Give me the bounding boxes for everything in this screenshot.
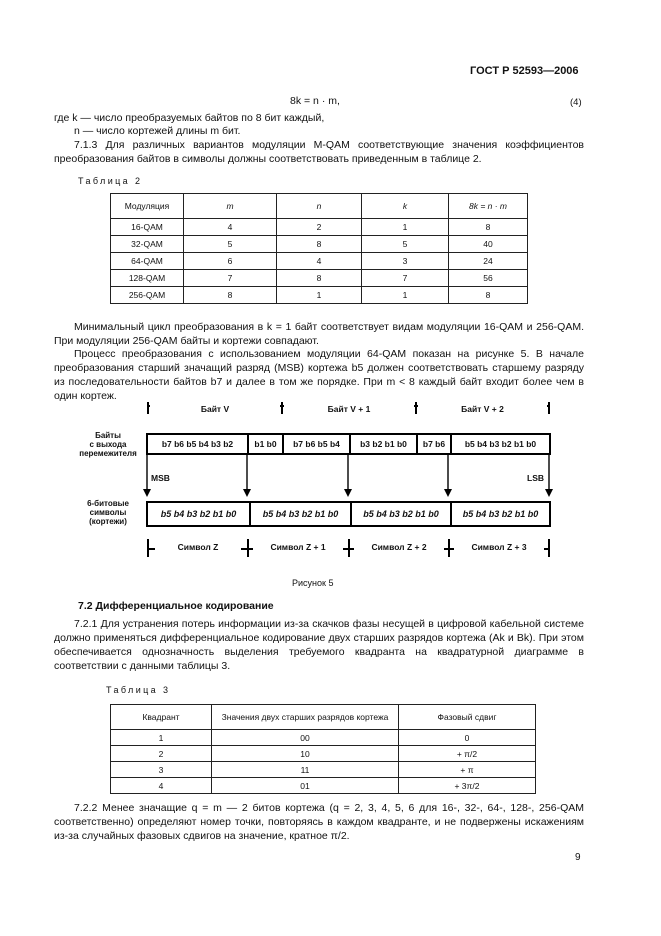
table2-cell: 3 — [362, 253, 449, 270]
table2-cell: 40 — [449, 236, 528, 253]
table2-cell: 5 — [362, 236, 449, 253]
table3-caption: Таблица 3 — [106, 685, 171, 695]
byte-seg: b7 b6 b5 b4 — [282, 435, 349, 453]
symbol-label-z3: Символ Z + 3 — [454, 542, 544, 552]
paragraph-7-2-2: 7.2.2 Менее значащие q = m — 2 битов кортежа (q = 2, 3, 4, 5, 6 для 16-, 32-, 64-, 128-, 256-QAM соответственно) определяют номер точки, повторяясь в каждом квадранте, и не подвержены искажениям из-за случайных фазовых сдвигов на значение, кратное π/2. — [54, 802, 584, 842]
table2-cell: 8 — [449, 287, 528, 304]
symbol-seg: b5 b4 b3 b2 b1 b0 — [450, 503, 549, 525]
byte-seg: b7 b6 — [416, 435, 450, 453]
table3-header-bits: Значения двух старших разрядов кортежа — [212, 705, 399, 730]
table2-cell: 8 — [449, 219, 528, 236]
paragraph-process: Процесс преобразования с использованием модуляции 64-QAM показан на рисунке 5. В начале преобразования старший значащий разряд (MSB) кортежа b5 должен соответствовать старшему разряду из последовательности байтов b7 и далее в том же порядке. При m < 8 каждый байт входит более чем в один кортеж. — [54, 348, 584, 402]
table2-header-n: n — [277, 194, 362, 219]
byte-label-v: Байт V — [150, 404, 280, 414]
table-3 — [110, 704, 536, 794]
table2-cell: 1 — [362, 219, 449, 236]
table2-cell: 56 — [449, 270, 528, 287]
paragraph-min-cycle: Минимальный цикл преобразования в k = 1 байт соответствует видам модуляции 16-QAM и 256-QAM. При модуляции 256-QAM байты и кортежи совпадают. — [54, 321, 584, 347]
table3-cell: 2 — [111, 746, 212, 762]
table3-cell: 4 — [111, 778, 212, 794]
symbol-seg: b5 b4 b3 b2 b1 b0 — [249, 503, 350, 525]
figure-caption: Рисунок 5 — [292, 578, 334, 588]
table2-cell: 7 — [362, 270, 449, 287]
byte-seg: b5 b4 b3 b2 b1 b0 — [450, 435, 549, 453]
table2-cell: 5 — [184, 236, 277, 253]
table3-cell: 0 — [399, 730, 536, 746]
symbol-label-z2: Символ Z + 2 — [354, 542, 444, 552]
where-n: n — число кортежей длины m бит. — [74, 125, 241, 137]
table2-header-m: m — [184, 194, 277, 219]
table2-cell: 32-QAM — [111, 236, 184, 253]
table2-header-k: k — [362, 194, 449, 219]
table-2 — [110, 193, 528, 304]
table3-header-phase: Фазовый сдвиг — [399, 705, 536, 730]
table2-row — [111, 219, 528, 236]
table3-cell: 11 — [212, 762, 399, 778]
byte-seg: b3 b2 b1 b0 — [349, 435, 416, 453]
msb-label: MSB — [151, 473, 170, 483]
symbol-seg: b5 b4 b3 b2 b1 b0 — [160, 509, 237, 519]
table3-cell: + π/2 — [399, 746, 536, 762]
page-number: 9 — [575, 852, 581, 863]
where-k: где k — число преобразуемых байтов по 8 бит каждый, — [54, 112, 325, 124]
label-bytes: Байты с выхода перемежителя — [79, 431, 137, 458]
table3-row — [111, 730, 536, 746]
bracket-tick — [548, 402, 550, 414]
table2-cell: 7 — [184, 270, 277, 287]
table3-row — [111, 778, 536, 794]
lsb-label: LSB — [527, 473, 544, 483]
symbol-label-z: Символ Z — [155, 542, 241, 552]
paragraph-7-1-3: 7.1.3 Для различных вариантов модуляции M-QAM соответствующие значения коэффициентов преобразования байтов в символы должны соответствовать приведенным в таблице 2. — [54, 139, 584, 165]
byte-label-v2: Байт V + 2 — [418, 404, 547, 414]
bracket-tick — [548, 539, 550, 557]
table2-cell: 8 — [184, 287, 277, 304]
table3-cell: + π — [399, 762, 536, 778]
table2-row — [111, 236, 528, 253]
table3-cell: 10 — [212, 746, 399, 762]
standard-header: ГОСТ Р 52593—2006 — [470, 65, 579, 77]
bracket-tick — [448, 539, 450, 557]
byte-seg: b7 b6 b5 b4 b3 b2 — [161, 439, 234, 449]
table2-cell: 4 — [277, 253, 362, 270]
byte-label-v1: Байт V + 1 — [284, 404, 414, 414]
symbol-bit-row — [146, 501, 551, 527]
table2-cell: 4 — [184, 219, 277, 236]
table2-cell: 8 — [277, 270, 362, 287]
table3-cell: + 3π/2 — [399, 778, 536, 794]
bracket-tick — [147, 539, 149, 557]
table3-cell: 3 — [111, 762, 212, 778]
bracket-tick — [247, 539, 249, 557]
bracket-tick — [281, 402, 283, 414]
symbol-label-z1: Символ Z + 1 — [253, 542, 343, 552]
mapping-arrows — [140, 455, 560, 500]
section-7-2-heading: 7.2 Дифференциальное кодирование — [78, 600, 274, 612]
bracket-tick — [415, 402, 417, 414]
table2-cell: 128-QAM — [111, 270, 184, 287]
table2-cell: 2 — [277, 219, 362, 236]
formula-number: (4) — [570, 97, 582, 108]
table2-cell: 1 — [277, 287, 362, 304]
table2-row — [111, 270, 528, 287]
table2-cell: 1 — [362, 287, 449, 304]
table2-cell: 24 — [449, 253, 528, 270]
bracket-tick — [147, 402, 149, 414]
table3-cell: 01 — [212, 778, 399, 794]
table2-row — [111, 287, 528, 304]
table3-row — [111, 746, 536, 762]
table2-cell: 16-QAM — [111, 219, 184, 236]
label-symbols: 6-битовые символы (кортежи) — [87, 499, 129, 526]
table2-header-modulation: Модуляция — [111, 194, 184, 219]
paragraph-7-2-1: 7.2.1 Для устранения потерь информации из-за скачков фазы несущей в цифровой кабельной системе должно применяться дифференциальное кодирование двух старших разрядов кортежа (Ak и Bk). При этом обеспечивается однозначность выделения требуемого квадранта на квадратурной диаграмме в соответствии с данными таблицы 3. — [54, 618, 584, 672]
byte-seg: b1 b0 — [247, 435, 282, 453]
table3-row — [111, 762, 536, 778]
bracket-tick — [348, 539, 350, 557]
table2-cell: 256-QAM — [111, 287, 184, 304]
table2-cell: 6 — [184, 253, 277, 270]
table2-caption: Таблица 2 — [78, 176, 143, 186]
table3-cell: 1 — [111, 730, 212, 746]
table2-header-8k: 8k = n · m — [449, 194, 528, 219]
symbol-seg: b5 b4 b3 b2 b1 b0 — [350, 503, 450, 525]
table3-cell: 00 — [212, 730, 399, 746]
table2-cell: 8 — [277, 236, 362, 253]
formula: 8k = n · m, — [290, 95, 340, 107]
table2-row — [111, 253, 528, 270]
table2-cell: 64-QAM — [111, 253, 184, 270]
byte-bit-row — [146, 433, 551, 455]
table3-header-quadrant: Квадрант — [111, 705, 212, 730]
